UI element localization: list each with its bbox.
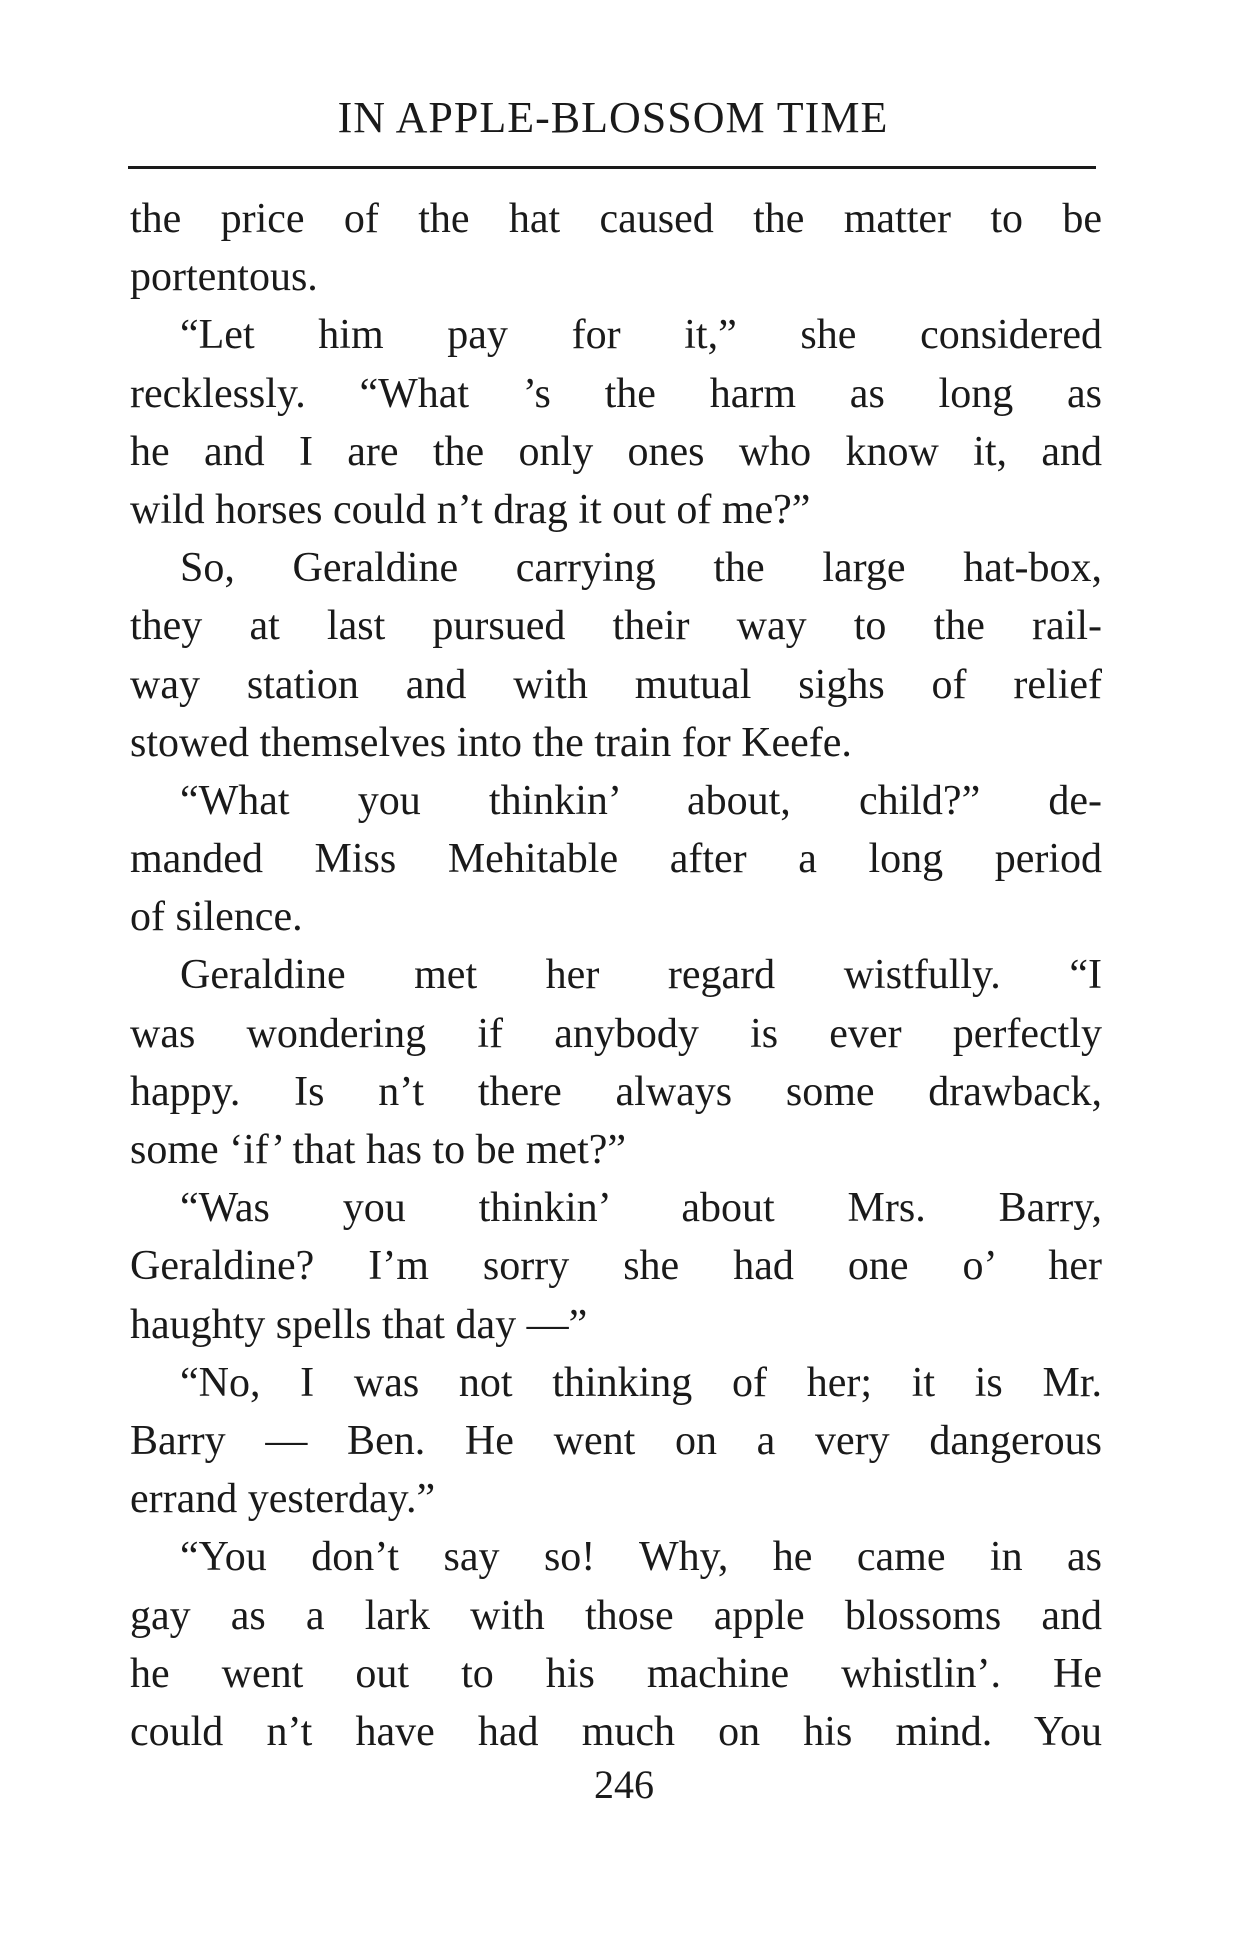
text-line: So, Geraldine carrying the large hat-box, [180, 545, 1102, 592]
text-line: errand yesterday.” [130, 1476, 436, 1523]
text-line: could n’t have had much on his mind. You [130, 1708, 1102, 1755]
body-text [130, 190, 1102, 1761]
text-line: “What you thinkin’ about, child?” de- [180, 777, 1102, 824]
text-line: he went out to his machine whistlin’. He [130, 1650, 1102, 1697]
text-line: haughty spells that day —” [130, 1301, 588, 1348]
text-line: manded Miss Mehitable after a long period [130, 836, 1102, 883]
text-line: was wondering if anybody is ever perfectly [130, 1010, 1102, 1057]
text-line: Geraldine met her regard wistfully. “I [180, 952, 1102, 999]
text-line: of silence. [130, 894, 303, 941]
text-line: gay as a lark with those apple blossoms and [130, 1592, 1102, 1639]
header-rule [128, 166, 1096, 169]
text-line: recklessly. “What ’s the harm as long as [130, 370, 1102, 417]
text-line: he and I are the only ones who know it, and [130, 428, 1102, 475]
text-line: “No, I was not thinking of her; it is Mr. [180, 1359, 1102, 1406]
text-line: happy. Is n’t there always some drawback, [130, 1068, 1102, 1115]
text-line: the price of the hat caused the matter to be [130, 196, 1102, 242]
page-number: 246 [594, 1762, 654, 1807]
text-line: Geraldine? I’m sorry she had one o’ her [130, 1243, 1102, 1290]
text-line: Barry — Ben. He went on a very dangerous [130, 1417, 1102, 1464]
text-line: stowed themselves into the train for Keefe. [130, 719, 852, 766]
text-line: some ‘if’ that has to be met?” [130, 1127, 627, 1173]
text-line: portentous. [130, 254, 318, 301]
running-head: IN APPLE-BLOSSOM TIME [337, 93, 889, 142]
text-line: “You don’t say so! Why, he came in as [180, 1534, 1102, 1581]
text-line: way station and with mutual sighs of relief [130, 661, 1102, 708]
text-line: “Was you thinkin’ about Mrs. Barry, [180, 1185, 1102, 1232]
text-line: wild horses could n’t drag it out of me?” [130, 486, 811, 533]
text-line: they at last pursued their way to the rail- [130, 603, 1102, 650]
text-line: “Let him pay for it,” she considered [180, 312, 1102, 359]
